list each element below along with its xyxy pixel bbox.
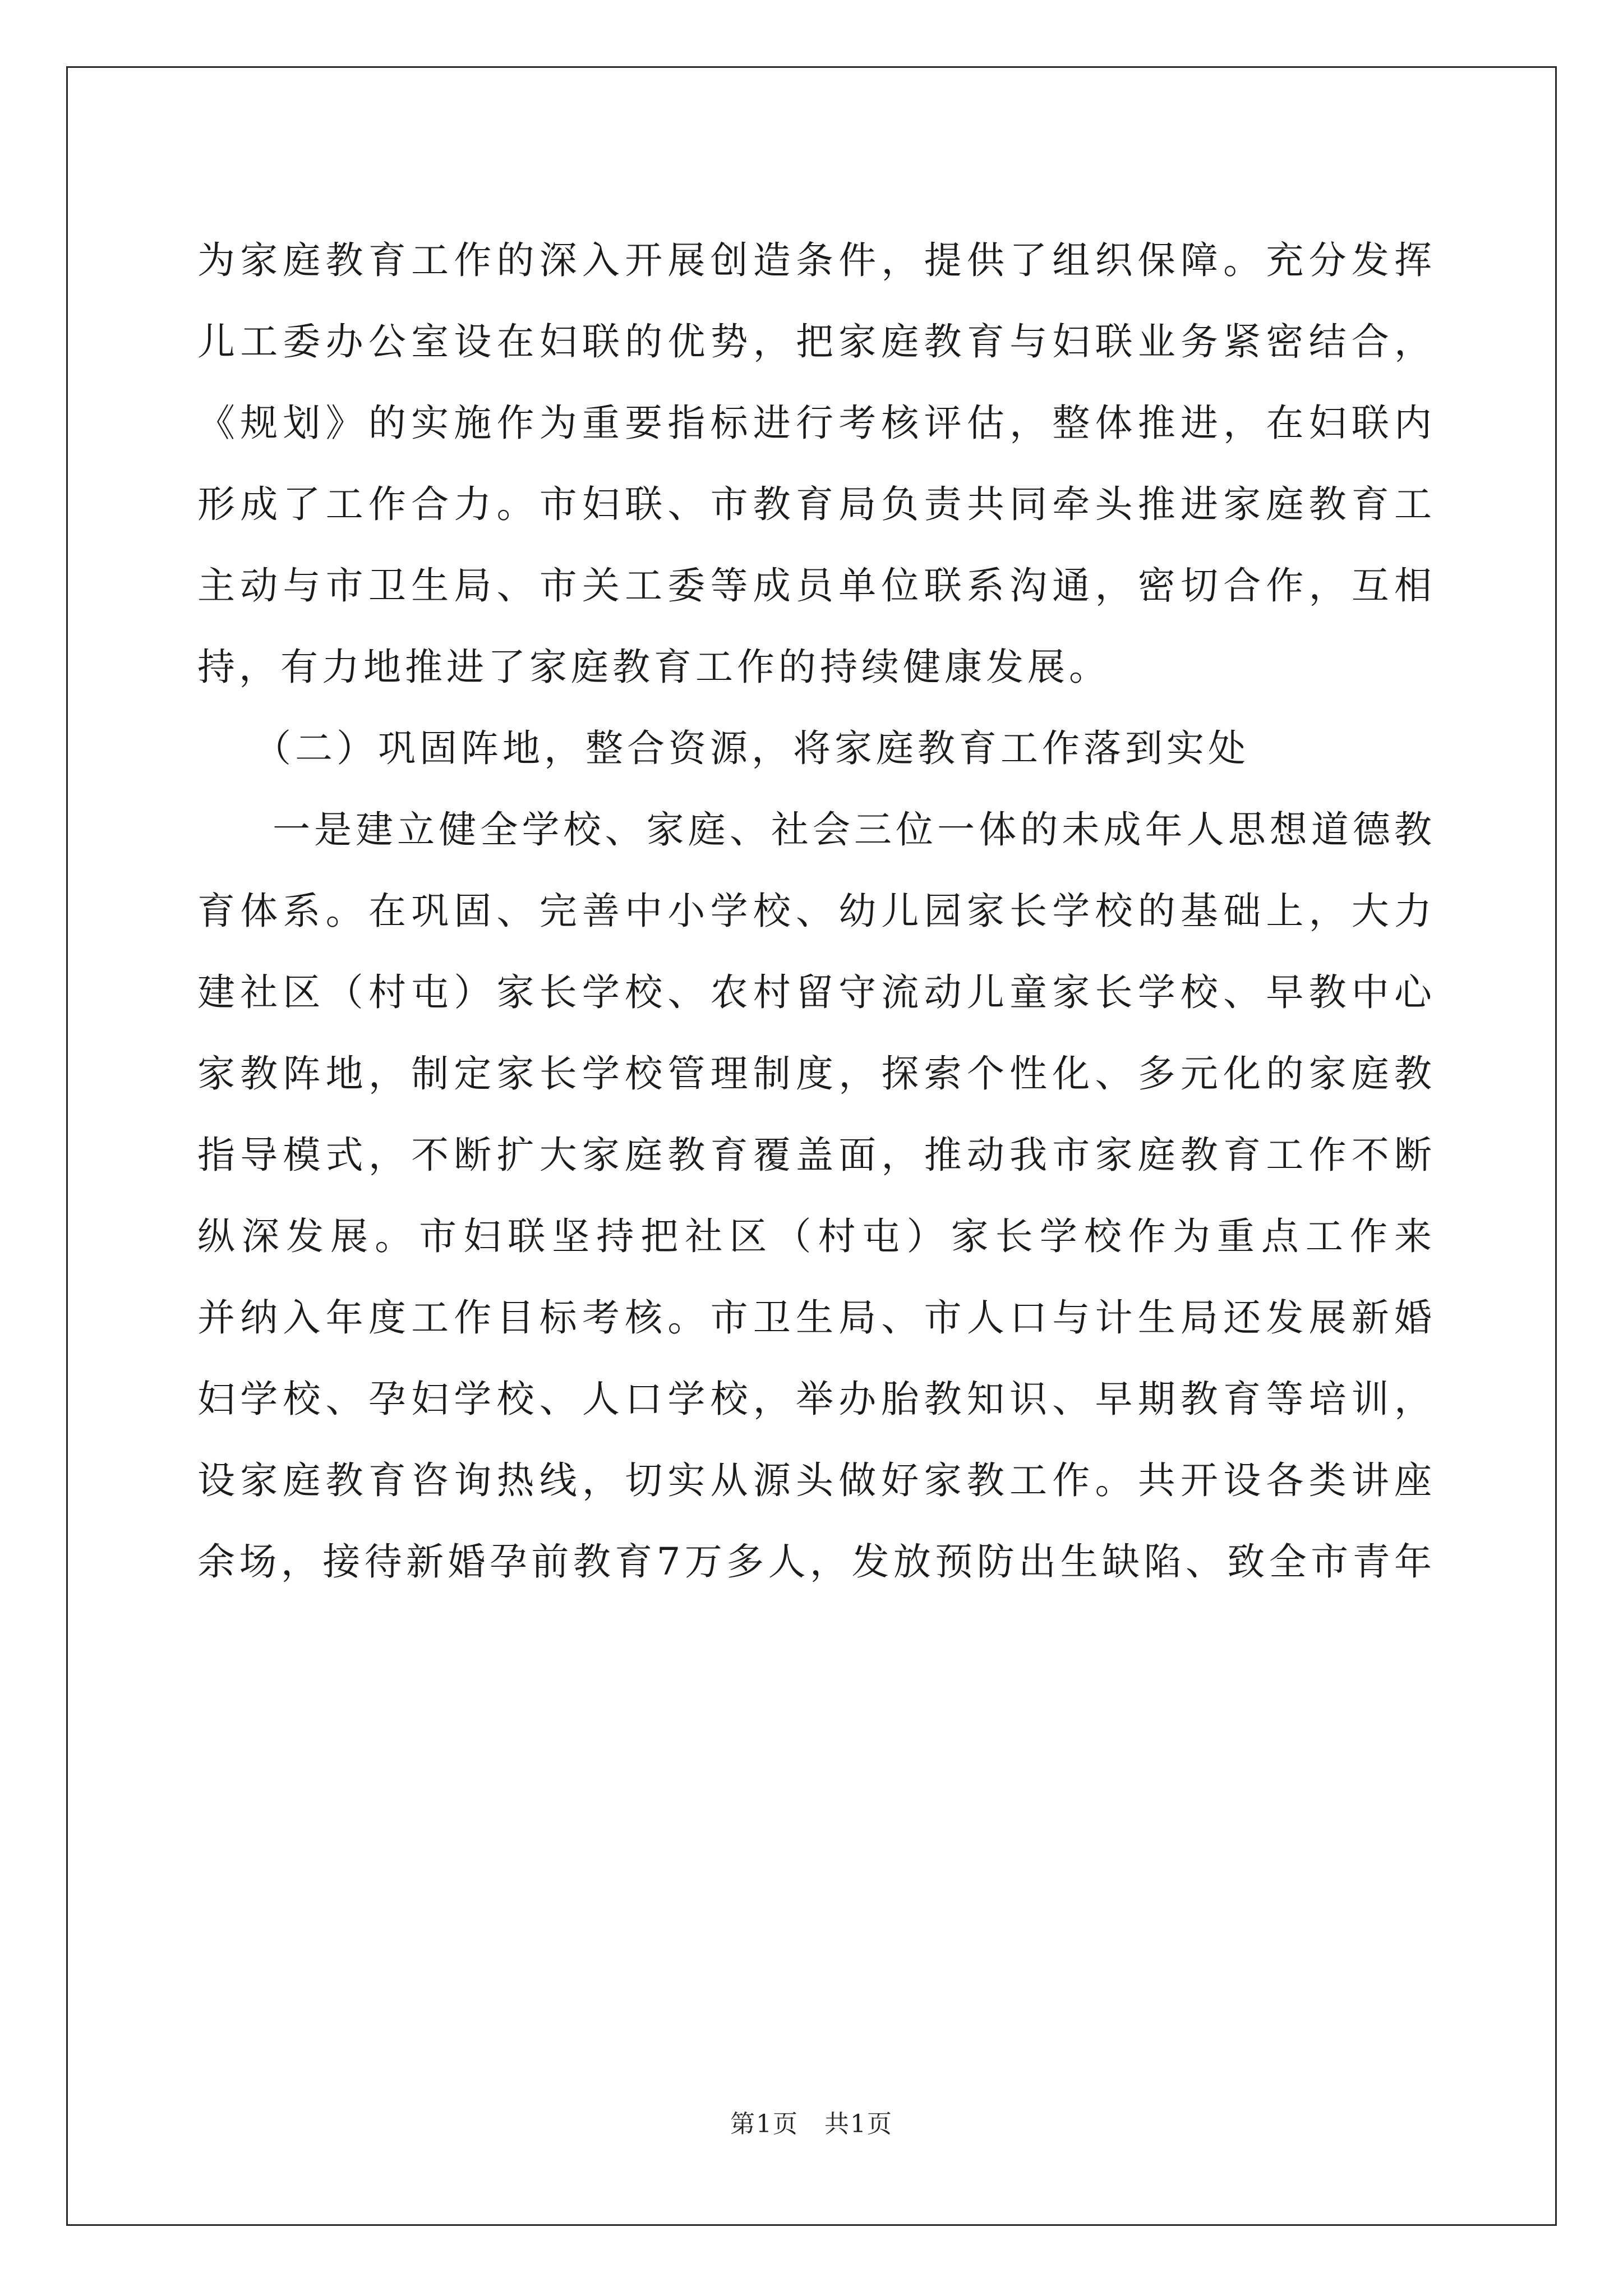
text-line: 持，有力地推进了家庭教育工作的持续健康发展。 (197, 645, 1110, 689)
text-line: 并纳入年度工作目标考核。市卫生局、市人口与计生局还发展新婚 (197, 1296, 1436, 1340)
text-line: 余场，接待新婚孕前教育7万多人，发放预防出生缺陷、致全市青年 (197, 1540, 1436, 1584)
page-number-footer: 第1页 共1页 (730, 2110, 893, 2138)
text-line: 儿工委办公室设在妇联的优势，把家庭教育与妇联业务紧密结合， (197, 320, 1436, 364)
text-line: 设家庭教育咨询热线，切实从源头做好家教工作。共开设各类讲座 (197, 1458, 1436, 1502)
text-line: 《规划》的实施作为重要指标进行考核评估，整体推进，在妇联内 (197, 401, 1436, 445)
document-body (197, 220, 1436, 1603)
text-line: 建社区（村屯）家长学校、农村留守流动儿童家长学校、早教中心 (197, 970, 1436, 1014)
text-line: 指导模式，不断扩大家庭教育覆盖面，推动我市家庭教育工作不断 (197, 1133, 1436, 1177)
text-line: 主动与市卫生局、市关工委等成员单位联系沟通，密切合作，互相 (197, 564, 1436, 608)
text-line: 妇学校、孕妇学校、人口学校，举办胎教知识、早期教育等培训， (197, 1377, 1436, 1421)
section-heading: （二）巩固阵地，整合资源，将家庭教育工作落到实处 (253, 726, 1249, 770)
text-line: 育体系。在巩固、完善中小学校、幼儿园家长学校的基础上，大力 (197, 889, 1436, 933)
text-line: 家教阵地，制定家长学校管理制度，探索个性化、多元化的家庭教 (197, 1052, 1436, 1096)
text-line: 为家庭教育工作的深入开展创造条件，提供了组织保障。充分发挥 (197, 238, 1436, 282)
text-line: 纵深发展。市妇联坚持把社区（村屯）家长学校作为重点工作来 (197, 1214, 1436, 1258)
text-line: 形成了工作合力。市妇联、市教育局负责共同牵头推进家庭教育工 (197, 482, 1436, 526)
text-line: 一是建立健全学校、家庭、社会三位一体的未成年人思想道德教 (273, 808, 1436, 852)
